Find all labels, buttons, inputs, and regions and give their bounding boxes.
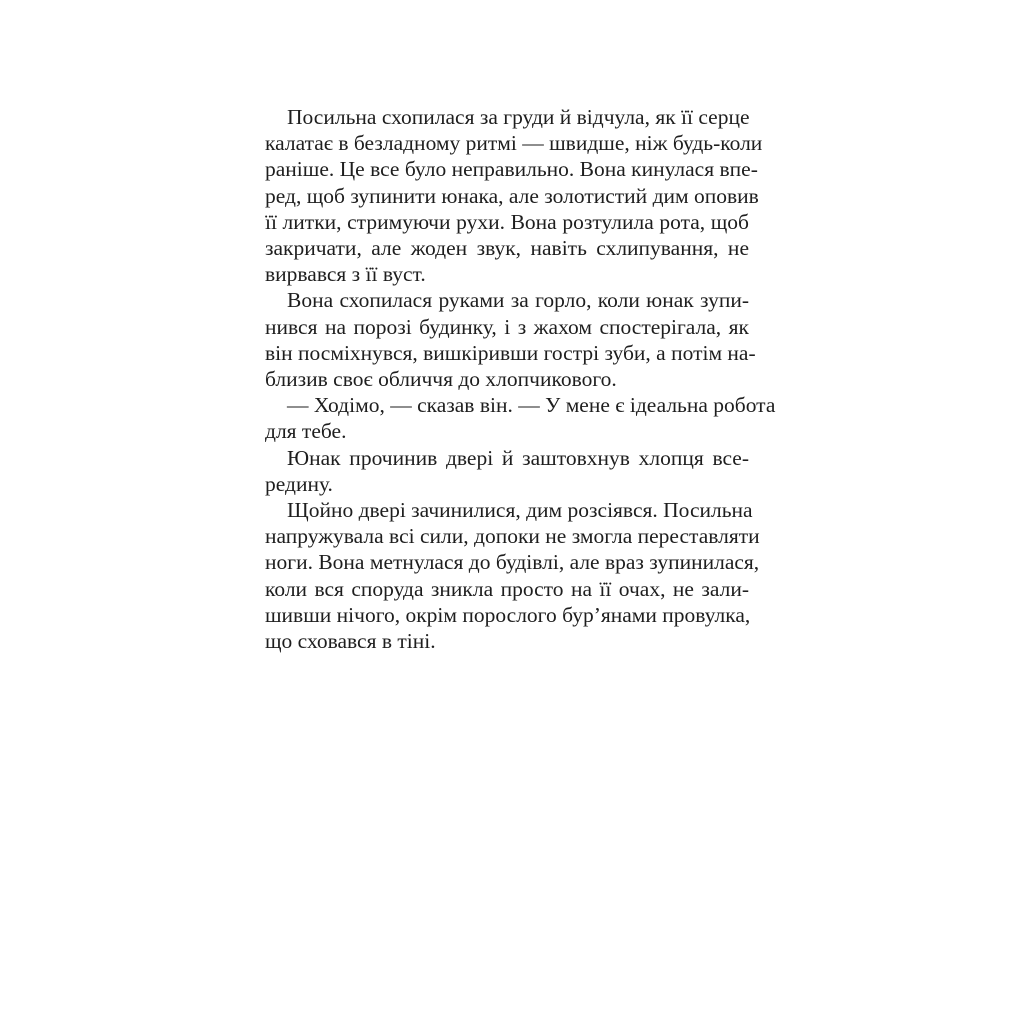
text-line: нився на порозі будинку, і з жахом спостерігала, як [265,314,749,339]
text-line: для тебе. [265,419,347,444]
text-line: шивши нічого, окрім порослого бур’янами провулка, [265,602,751,627]
text-line: він посміхнувся, вишкіривши гострі зуби, а потім на- [265,340,756,365]
text-line: що сховався в тіні. [265,629,436,654]
text-line: закричати, але жоден звук, навіть схлипування, не [265,236,749,261]
paragraph-1 [265,104,763,287]
text-line: її литки, стримуючи рухи. Вона розтулила рота, щоб [265,209,749,234]
text-line: — Ходімо, — сказав він. — У мене є ідеальна робота [287,393,776,418]
paragraph-5 [265,497,760,654]
paragraph-4 [265,445,749,497]
text-line: вирвався з її вуст. [265,262,426,287]
paragraph-3-dialogue [265,392,776,444]
text-line: коли вся споруда зникла просто на її очах, не зали- [265,576,749,601]
text-line: Щойно двері зачинилися, дим розсіявся. Посильна [287,498,753,523]
text-line: ред, щоб зупинити юнака, але золотистий дим оповив [265,183,759,208]
text-line: Посильна схопилася за груди й відчула, як її серце [287,105,750,129]
text-line: Вона схопилася руками за горло, коли юнак зупи- [287,288,749,313]
text-line: близив своє обличчя до хлопчикового. [265,367,617,392]
text-line: калатає в безладному ритмі — швидше, ніж будь-коли [265,131,763,156]
text-line: раніше. Це все було неправильно. Вона кинулася впе- [265,157,758,182]
book-page-text [265,104,776,654]
text-line: напружувала всі сили, допоки не змогла переставляти [265,524,760,549]
text-line: ноги. Вона метнулася до будівлі, але враз зупинилася, [265,550,760,575]
text-line: редину. [265,471,333,496]
text-line: Юнак прочинив двері й заштовхнув хлопця все- [287,445,749,470]
paragraph-2 [265,287,756,392]
